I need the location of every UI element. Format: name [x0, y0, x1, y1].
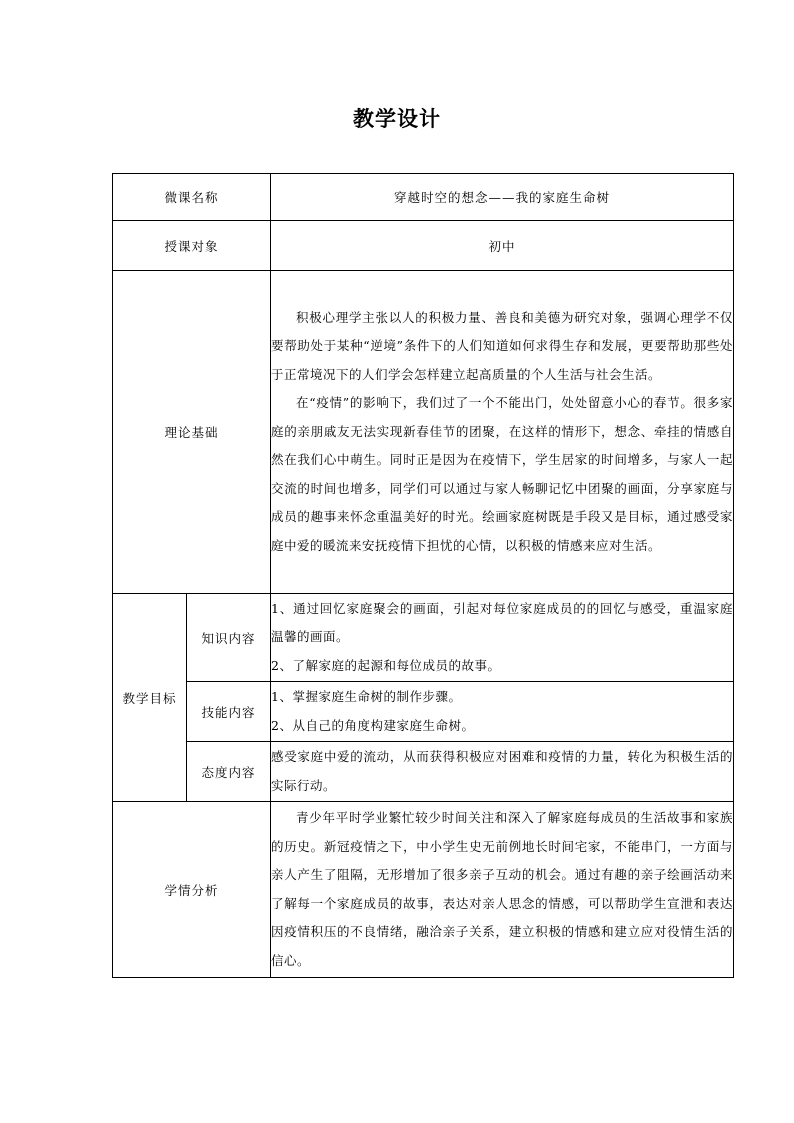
analysis-content: [271, 802, 734, 978]
theory-paragraph: 在“疫情”的影响下，我们过了一个不能出门，处处留意小心的春节。很多家庭的亲朋戚友无法实现新春佳节的团聚，在这样的情形下，想念、牵挂的情感自然在我们心中萌生。同时正是因为在疫情下，学生居家的时间增多，与家人一起交流的时间也增多，同学们可以通过与家人畅聊记忆中团聚的画面，分享家庭与成员的趣事来怀念重温美好的时光。绘画家庭树既是手段又是目标，通过感受家庭中爱的暖流来安抚疫情下担忧的心情，以积极的情感来应对生活。: [271, 395, 734, 553]
audience-value: 初中: [271, 221, 734, 271]
analysis-paragraph: 青少年平时学业繁忙较少时间关注和深入了解家庭每成员的生活故事和家族的历史。新冠疫情之下，中小学生史无前例地长时间宅家，不能串门，一方面与亲人产生了阻隔，无形增加了很多亲子互动的机会。通过有趣的亲子绘画活动来了解每一个家庭成员的故事，表达对亲人思念的情感，可以帮助学生宣泄和表达因疫情积压的不良情绪，融洽亲子关系，建立积极的情感和建立应对役情生活的信心。: [271, 810, 734, 968]
course-name-row: [113, 174, 734, 221]
lesson-design-table: [112, 173, 734, 978]
knowledge-line: 1、通过回忆家庭聚会的画面，引起对每位家庭成员的的回忆与感受，重温家庭温馨的画面。: [271, 600, 734, 645]
attitude-label: 态度内容: [187, 742, 271, 802]
course-name-value: 穿越时空的想念——我的家庭生命树: [271, 174, 734, 221]
analysis-row: [113, 802, 734, 978]
page-title: 教学设计: [353, 107, 441, 131]
audience-row: [113, 221, 734, 271]
analysis-label: 学情分析: [113, 802, 271, 978]
knowledge-line: 2、了解家庭的起源和每位成员的故事。: [271, 657, 501, 673]
theory-row: [113, 271, 734, 594]
skill-line: 1、掌握家庭生命树的制作步骤。: [271, 689, 462, 704]
goals-label: 教学目标: [113, 594, 187, 802]
knowledge-label: 知识内容: [187, 594, 271, 682]
skill-row: [113, 682, 734, 742]
skill-content: [271, 682, 734, 742]
skill-line: 2、从自己的角度构建家庭生命树。: [271, 717, 475, 733]
knowledge-content: [271, 594, 734, 682]
course-name-label: 微课名称: [113, 174, 271, 221]
theory-content: [271, 271, 734, 594]
attitude-row: [113, 742, 734, 802]
audience-label: 授课对象: [113, 221, 271, 271]
knowledge-row: [113, 594, 734, 682]
theory-paragraph: 积极心理学主张以人的积极力量、善良和美德为研究对象，强调心理学不仅要帮助处于某种“逆境”条件下的人们知道如何求得生存和发展，更要帮助那些处于正常境况下的人们学会怎样建立起高质量的个人生活与社会生活。: [271, 309, 734, 382]
theory-label: 理论基础: [113, 271, 271, 594]
attitude-content: 感受家庭中爱的流动，从而获得积极应对困难和疫情的力量，转化为积极生活的实际行动。: [271, 742, 734, 802]
skill-label: 技能内容: [187, 682, 271, 742]
